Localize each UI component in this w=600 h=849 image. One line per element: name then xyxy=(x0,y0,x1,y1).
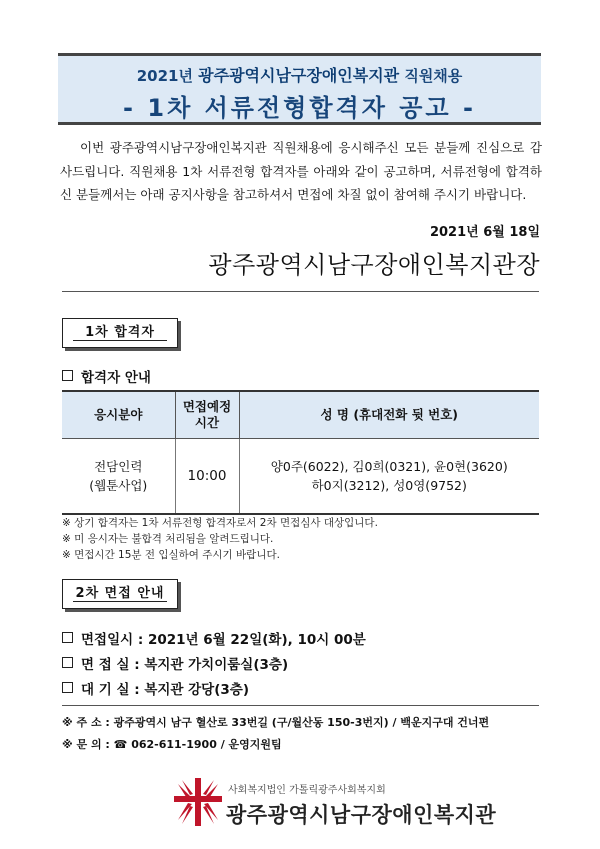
cell-time: 10:00 xyxy=(175,439,239,515)
subheading-text: 합격자 안내 xyxy=(81,370,151,386)
table-row xyxy=(62,439,539,515)
item-text: 대 기 실 : 복지관 강당(3층) xyxy=(81,682,250,698)
section-2-label xyxy=(62,579,178,609)
title-org: 광주광역시남구장애인복지관 xyxy=(198,66,400,85)
cell-field: 전담인력 (웹툰사업) xyxy=(62,439,175,515)
logo-subtitle: 사회복지법인 가톨릭광주사회복지회 xyxy=(228,785,386,796)
table-header-row xyxy=(62,391,539,439)
intro-paragraph: 이번 광주광역시남구장애인복지관 직원채용에 응시해주신 모든 분들께 진심으로 감사드립니다. 직원채용 1차 서류전형 합격자를 아래와 같이 공고하며, 서류전형에 합격하신 분들께서는 아래 공지사항을 참고하셔서 면접에 차질 없이 참여해 주시기 바랍니다. xyxy=(60,140,542,202)
section-underline xyxy=(73,340,167,341)
title-line-2: - 1차 서류전형합격자 공고 - xyxy=(123,94,476,122)
cross-emblem-icon xyxy=(172,776,224,828)
note-2: ※ 미 응시자는 불합격 처리됨을 알려드립니다. xyxy=(62,533,274,545)
passers-table xyxy=(62,390,539,515)
checkbox-square-icon xyxy=(62,682,73,693)
title-banner xyxy=(58,53,541,125)
signer-name: 광주광역시남구장애인복지관장 xyxy=(208,251,540,279)
checkbox-square-icon xyxy=(62,370,73,381)
divider xyxy=(62,291,539,292)
note-3: ※ 면접시간 15분 전 입실하여 주시기 바랍니다. xyxy=(62,549,280,561)
item-text: 면 접 실 : 복지관 가치이룸실(3층) xyxy=(81,657,289,673)
checkbox-square-icon xyxy=(62,632,73,643)
interview-room xyxy=(62,653,288,673)
section-1-label-text: 1차 합격자 xyxy=(85,325,155,340)
announcement-date: 2021년 6월 18일 xyxy=(429,225,540,240)
header-time: 면접예정 시간 xyxy=(175,391,239,439)
divider xyxy=(62,705,539,706)
item-text: 면접일시 : 2021년 6월 22일(화), 10시 00분 xyxy=(81,632,366,648)
section-2-label-text: 2차 면접 안내 xyxy=(75,586,165,601)
header-field: 응시분야 xyxy=(62,391,175,439)
section-1-subheading xyxy=(62,366,151,386)
section-underline xyxy=(73,601,167,602)
logo-name: 광주광역시남구장애인복지관 xyxy=(226,803,497,827)
header-names: 성 명 (휴대전화 뒷 번호) xyxy=(239,391,539,439)
title-suffix: 직원채용 xyxy=(399,67,463,85)
title-year: 2021년 xyxy=(136,67,199,85)
note-1: ※ 상기 합격자는 1차 서류전형 합격자로서 2차 면접심사 대상입니다. xyxy=(62,517,378,529)
waiting-room xyxy=(62,678,249,698)
title-line-1 xyxy=(58,63,541,86)
cell-names: 양0주(6022), 김0희(0321), 윤0현(3620) 하0지(3212), 성0영(9752) xyxy=(239,439,539,515)
interview-datetime xyxy=(62,628,366,648)
contact-line: ※ 문 의 : ☎ 062-611-1900 / 운영지원팀 xyxy=(62,738,282,751)
section-1-label xyxy=(62,318,178,348)
checkbox-square-icon xyxy=(62,657,73,668)
address-line: ※ 주 소 : 광주광역시 남구 혈산로 33번길 (구/월산동 150-3번지) / 백운지구대 건너편 xyxy=(62,716,490,729)
